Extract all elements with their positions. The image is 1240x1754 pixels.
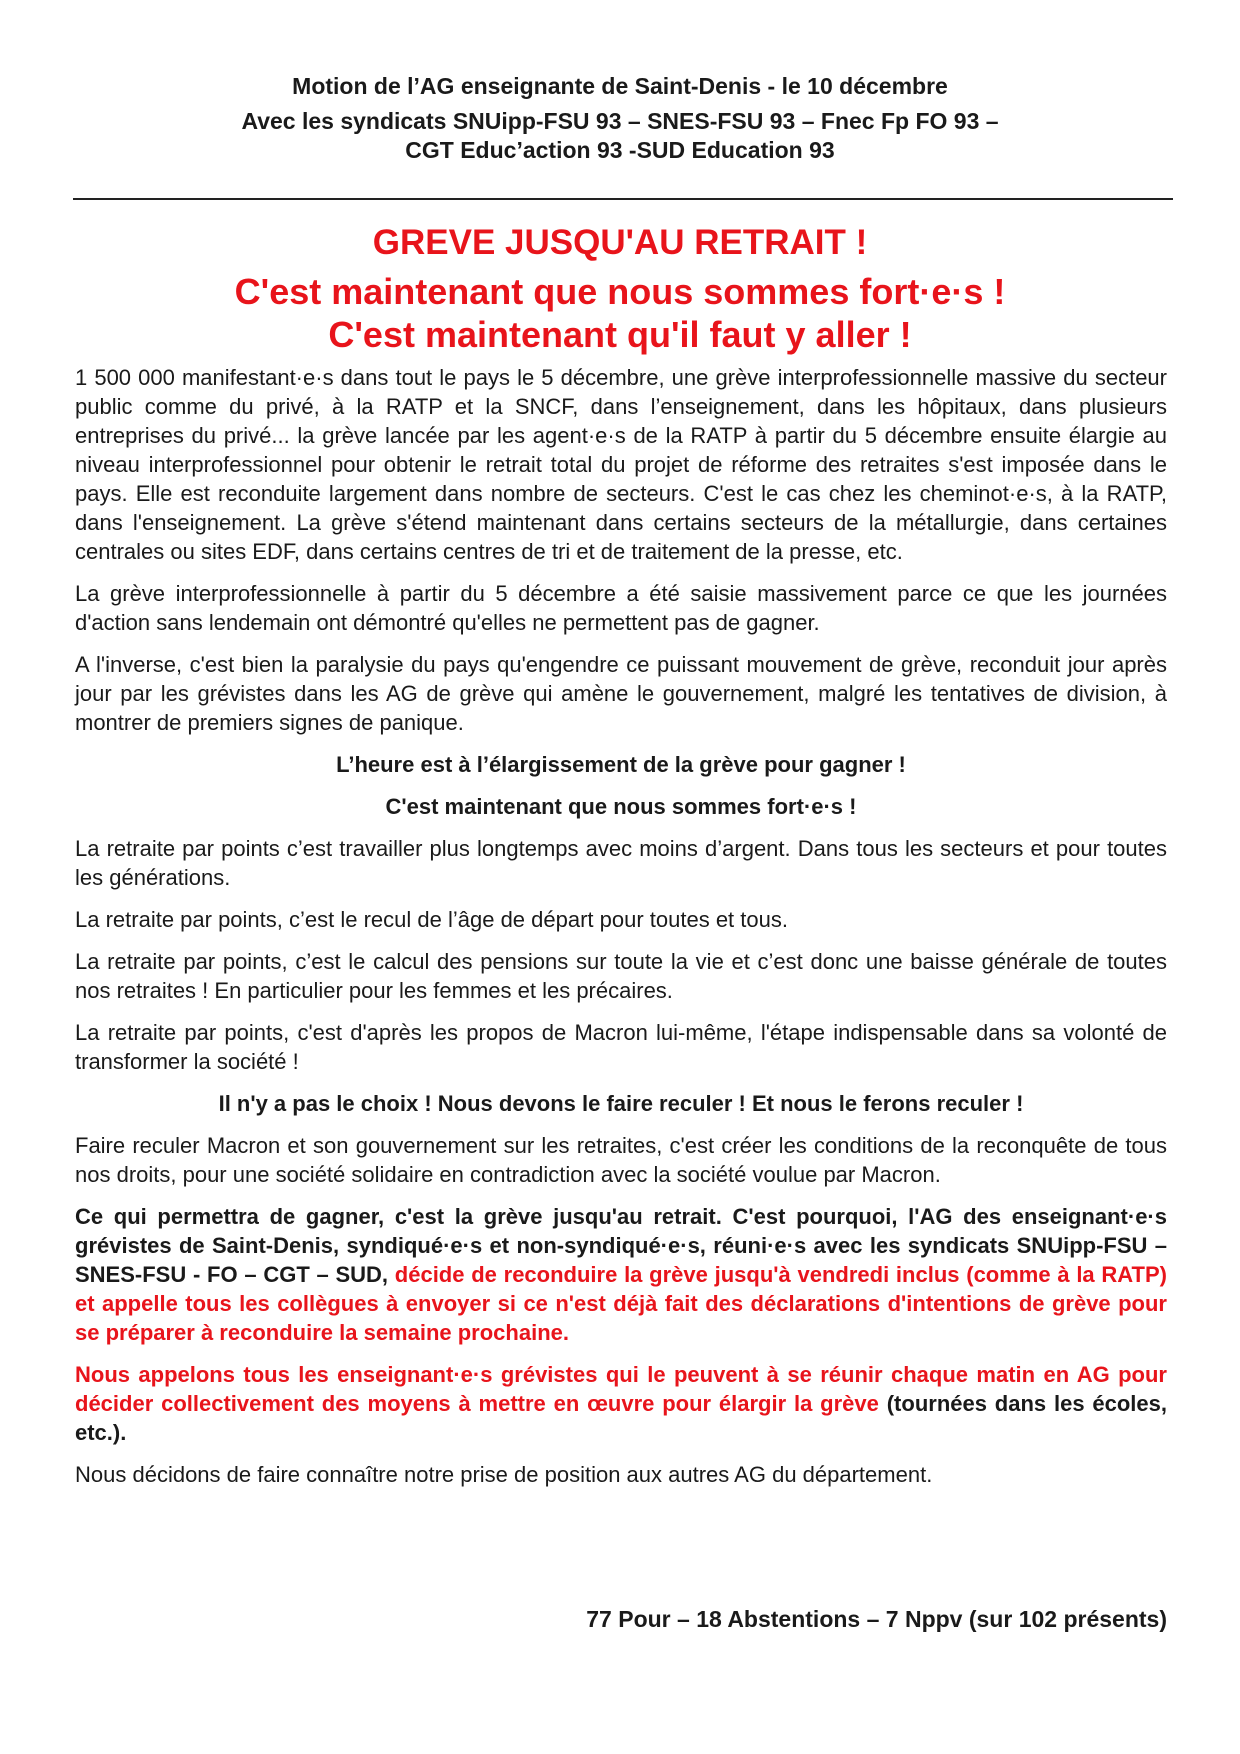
paragraph-points-3: La retraite par points, c’est le calcul des pensions sur toute la vie et c’est donc une baisse générale de toutes nos retraites ! En particulier pour les femmes et les précaires. bbox=[75, 949, 1167, 1003]
call-highlight: Nous appelons tous les enseignant·e·s grévistes qui le peuvent à se réunir chaque matin en AG pour décider collectivement des moyens à mettre en œuvre pour élargir la grève bbox=[75, 1362, 1167, 1416]
subtitle: C'est maintenant que nous sommes fort·e·s ! C'est maintenant qu'il faut y aller ! bbox=[234, 271, 1006, 355]
slogan-fortes: C'est maintenant que nous sommes fort·e·s ! bbox=[385, 794, 857, 819]
paragraph-paralysis: A l'inverse, c'est bien la paralysie du pays qu'engendre ce puissant mouvement de grève, reconduit jour après jour par les grévistes dans les AG de grève qui amène le gouvernement, malgré les tentatives de division, à montrer de premiers signes de panique. bbox=[75, 652, 1167, 735]
decision-text: Ce qui permettra de gagner, c'est la grève jusqu'au retrait. C'est pourquoi, l'AG des enseignant·e·s grévistes de Saint-Denis, syndiqué·e·s et non-syndiqué·e·s, réuni·e·s avec les syndicats SNUipp-FSU – SNES-FSU - FO – CGT – SUD, bbox=[75, 1204, 1167, 1287]
vote-result: 77 Pour – 18 Abstentions – 7 Nppv (sur 102 présents) bbox=[586, 1606, 1167, 1632]
slogan-elargissement: L’heure est à l’élargissement de la grève pour gagner ! bbox=[336, 752, 906, 777]
main-title: GREVE JUSQU'AU RETRAIT ! bbox=[372, 223, 868, 262]
titles bbox=[70, 222, 1170, 356]
paragraph-intro: 1 500 000 manifestant·e·s dans tout le pays le 5 décembre, une grève interprofessionnelle massive du secteur public comme du privé, à la RATP et la SNCF, dans l’enseignement, dans les hôpitaux, dans plusieurs entreprises du privé... la grève lancée par les agent·e·s de la RATP à partir du 5 décembre ensuite élargie au niveau interprofessionnel pour obtenir le retrait total du projet de réforme des retraites s'est imposée dans le pays. Elle est reconduite largement dans nombre de secteurs. C'est le cas chez les cheminot·e·s, à la RATP, dans l'enseignement. La grève s'étend maintenant dans certains secteurs de la métallurgie, dans certaines centrales ou sites EDF, dans certains centres de tri et de traitement de la presse, etc. bbox=[75, 365, 1167, 564]
header-title: Motion de l’AG enseignante de Saint-Denis - le 10 décembre bbox=[292, 73, 948, 99]
paragraph-call bbox=[75, 1360, 1167, 1447]
header-unions-line2: CGT Educ’action 93 -SUD Education 93 bbox=[405, 137, 835, 163]
decision-highlight: décide de reconduire la grève jusqu'à vendredi inclus (comme à la RATP) et appelle tous les collègues à envoyer si ce n'est déjà fait des déclarations d'intentions de grève pour se préparer à reconduire la semaine prochaine. bbox=[75, 1262, 1167, 1345]
header bbox=[70, 72, 1170, 165]
paragraph-points-1: La retraite par points c’est travailler plus longtemps avec moins d’argent. Dans tous les secteurs et pour toutes les générations. bbox=[75, 836, 1167, 890]
header-unions-line1: Avec les syndicats SNUipp-FSU 93 – SNES-FSU 93 – Fnec Fp FO 93 – bbox=[241, 108, 999, 134]
paragraph-points-2: La retraite par points, c’est le recul de l’âge de départ pour toutes et tous. bbox=[75, 907, 788, 932]
slogan-choix: Il n'y a pas le choix ! Nous devons le faire reculer ! Et nous le ferons reculer ! bbox=[218, 1091, 1024, 1116]
paragraph-strike: La grève interprofessionnelle à partir du 5 décembre a été saisie massivement parce ce que les journées d'action sans lendemain ont démontré qu'elles ne permettent pas de gagner. bbox=[75, 581, 1167, 635]
header-divider bbox=[73, 198, 1173, 200]
paragraph-conclusion: Nous décidons de faire connaître notre prise de position aux autres AG du département. bbox=[75, 1462, 933, 1487]
body-text bbox=[75, 363, 1167, 1502]
paragraph-reculer: Faire reculer Macron et son gouvernement sur les retraites, c'est créer les conditions de la reconquête de tous nos droits, pour une société solidaire en contradiction avec la société voulue par Macron. bbox=[75, 1133, 1167, 1187]
paragraph-decision bbox=[75, 1202, 1167, 1347]
call-text: (tournées dans les écoles, etc.). bbox=[75, 1391, 1167, 1445]
paragraph-points-4: La retraite par points, c'est d'après les propos de Macron lui-même, l'étape indispensable dans sa volonté de transformer la société ! bbox=[75, 1020, 1167, 1074]
